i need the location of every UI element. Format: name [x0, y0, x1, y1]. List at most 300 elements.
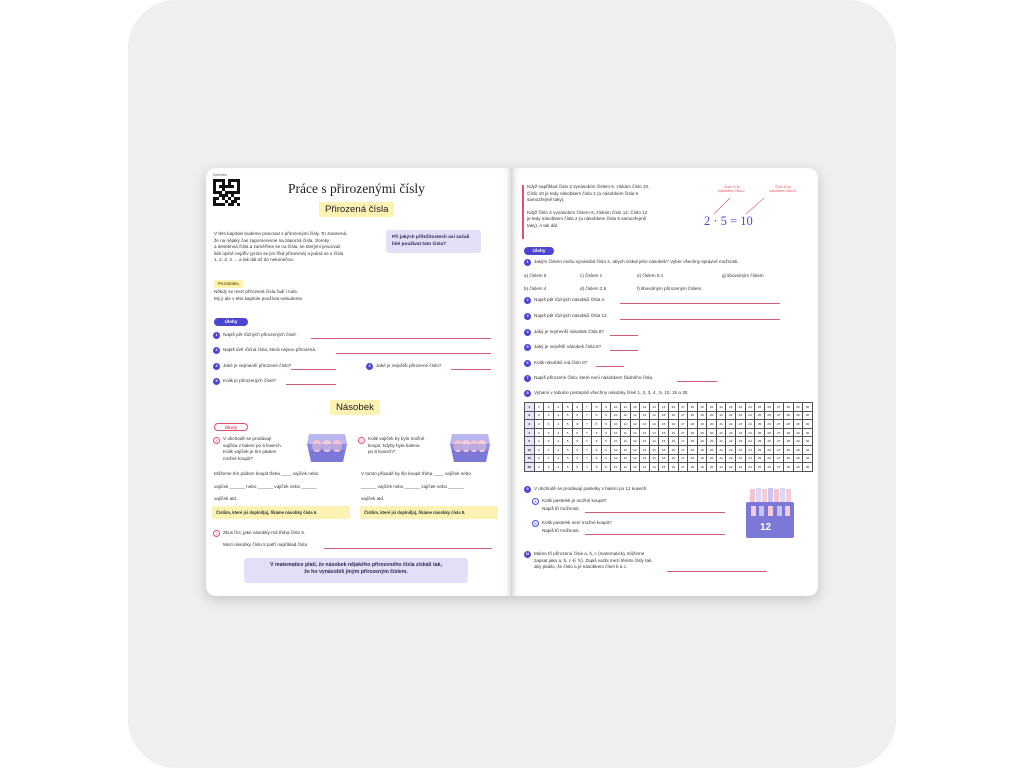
- table-cell[interactable]: 29: [793, 403, 803, 412]
- table-cell[interactable]: 7: [582, 463, 592, 472]
- table-cell[interactable]: 15: [659, 420, 669, 429]
- table-cell[interactable]: 17: [678, 463, 688, 472]
- table-cell[interactable]: 29: [793, 463, 803, 472]
- table-cell[interactable]: 13: [640, 420, 650, 429]
- table-cell[interactable]: 25: [755, 454, 765, 463]
- table-cell[interactable]: 9: [601, 403, 611, 412]
- table-cell[interactable]: 6: [572, 428, 582, 437]
- table-cell[interactable]: 23: [736, 420, 746, 429]
- table-cell[interactable]: 18: [688, 437, 698, 446]
- table-cell[interactable]: 7: [582, 454, 592, 463]
- annotation-right: Číslo 10 je násobkem čísla 5.: [769, 185, 797, 193]
- table-cell[interactable]: 23: [736, 411, 746, 420]
- table-cell[interactable]: 27: [774, 437, 784, 446]
- table-cell[interactable]: 2: [525, 411, 535, 420]
- table-cell[interactable]: 24: [745, 454, 755, 463]
- table-cell[interactable]: 5: [563, 428, 573, 437]
- table-cell[interactable]: 12: [630, 403, 640, 412]
- table-cell[interactable]: 2: [534, 445, 544, 454]
- table-cell[interactable]: 3: [544, 463, 554, 472]
- table-cell[interactable]: 4: [553, 454, 563, 463]
- table-cell[interactable]: 24: [745, 403, 755, 412]
- table-cell[interactable]: 21: [716, 454, 726, 463]
- table-cell[interactable]: 8: [592, 437, 602, 446]
- table-cell[interactable]: 8: [592, 403, 602, 412]
- table-cell[interactable]: 5: [563, 411, 573, 420]
- math-expression: 2 · 5 = 10: [704, 214, 753, 228]
- table-cell[interactable]: 7: [582, 445, 592, 454]
- table-cell[interactable]: 11: [620, 411, 630, 420]
- table-cell[interactable]: 28: [784, 437, 794, 446]
- table-row: [525, 445, 813, 454]
- table-cell[interactable]: 19: [697, 437, 707, 446]
- table-cell[interactable]: 23: [736, 437, 746, 446]
- table-cell[interactable]: 29: [793, 445, 803, 454]
- task-text: Napiš přirozené číslo, které není násobkem žádného čísla.: [534, 375, 654, 380]
- table-cell[interactable]: 24: [745, 463, 755, 472]
- table-cell[interactable]: 11: [620, 454, 630, 463]
- table-cell[interactable]: 22: [726, 420, 736, 429]
- table-cell[interactable]: 16: [668, 411, 678, 420]
- table-cell[interactable]: 20: [707, 463, 717, 472]
- table-cell[interactable]: 2: [534, 420, 544, 429]
- fill-note-b: Číslům, které jsi doplnil(a), říkáme násobky čísla 8.: [360, 506, 498, 519]
- table-cell[interactable]: 10: [611, 420, 621, 429]
- table-cell[interactable]: 14: [649, 428, 659, 437]
- table-cell[interactable]: 13: [640, 437, 650, 446]
- table-cell[interactable]: 19: [697, 420, 707, 429]
- table-cell[interactable]: 15: [659, 445, 669, 454]
- task-number: 5: [213, 378, 220, 385]
- table-cell[interactable]: 9: [601, 454, 611, 463]
- table-cell[interactable]: 4: [553, 437, 563, 446]
- table-cell[interactable]: 9: [601, 445, 611, 454]
- table-cell[interactable]: 21: [716, 463, 726, 472]
- table-cell[interactable]: 16: [668, 445, 678, 454]
- table-cell[interactable]: 21: [716, 411, 726, 420]
- table-cell[interactable]: 25: [755, 428, 765, 437]
- crayon-count: 12: [760, 522, 772, 533]
- table-cell[interactable]: 11: [620, 428, 630, 437]
- table-cell[interactable]: 4: [553, 445, 563, 454]
- table-cell[interactable]: 20: [707, 445, 717, 454]
- table-cell[interactable]: 3: [544, 428, 554, 437]
- table-cell[interactable]: 10: [611, 411, 621, 420]
- task-text: Jaké je nejmenší přirozené číslo?: [223, 363, 292, 368]
- table-cell[interactable]: 22: [726, 463, 736, 472]
- table-cell[interactable]: 25: [755, 420, 765, 429]
- table-cell[interactable]: 7: [582, 411, 592, 420]
- table-cell[interactable]: 21: [716, 428, 726, 437]
- table-cell[interactable]: 21: [716, 437, 726, 446]
- table-row: [525, 463, 813, 472]
- table-cell[interactable]: 27: [774, 454, 784, 463]
- table-cell[interactable]: 17: [678, 403, 688, 412]
- table-cell[interactable]: 2: [534, 428, 544, 437]
- multiples-table[interactable]: [524, 402, 813, 472]
- table-cell[interactable]: 14: [649, 445, 659, 454]
- task-text: Jakým číslem mohu vynásobit číslo 4, abych získal jeho násobek? Vyber všechny správné možnosti.: [534, 259, 739, 264]
- table-cell[interactable]: 2: [534, 403, 544, 412]
- answer-line[interactable]: [610, 335, 638, 336]
- table-cell[interactable]: 9: [601, 428, 611, 437]
- table-cell[interactable]: 15: [525, 454, 535, 463]
- table-cell[interactable]: 23: [736, 428, 746, 437]
- table-cell[interactable]: 8: [592, 411, 602, 420]
- table-cell[interactable]: 21: [716, 403, 726, 412]
- task-number: 2: [524, 297, 531, 304]
- answer-line[interactable]: [620, 303, 780, 304]
- table-cell[interactable]: 4: [553, 428, 563, 437]
- table-cell[interactable]: 27: [774, 403, 784, 412]
- table-cell[interactable]: 14: [649, 420, 659, 429]
- table-cell[interactable]: 6: [572, 437, 582, 446]
- task-number: 1: [213, 332, 220, 339]
- table-cell[interactable]: 13: [640, 445, 650, 454]
- table-cell[interactable]: 6: [572, 445, 582, 454]
- table-cell[interactable]: 26: [764, 437, 774, 446]
- table-cell[interactable]: 10: [525, 445, 535, 454]
- table-cell[interactable]: 22: [726, 454, 736, 463]
- table-cell[interactable]: 5: [563, 437, 573, 446]
- table-cell[interactable]: 28: [784, 403, 794, 412]
- table-cell[interactable]: 8: [592, 445, 602, 454]
- table-cell[interactable]: 7: [582, 428, 592, 437]
- table-cell[interactable]: 20: [707, 411, 717, 420]
- table-cell[interactable]: 17: [678, 428, 688, 437]
- table-cell[interactable]: 22: [726, 411, 736, 420]
- table-cell[interactable]: 26: [764, 411, 774, 420]
- egg-carton-image: [303, 430, 351, 469]
- workbook-spread: [206, 168, 818, 596]
- table-cell[interactable]: 18: [688, 454, 698, 463]
- table-cell[interactable]: 16: [668, 463, 678, 472]
- table-cell[interactable]: 19: [697, 454, 707, 463]
- table-cell[interactable]: 6: [572, 463, 582, 472]
- table-cell[interactable]: 3: [544, 411, 554, 420]
- table-cell[interactable]: 11: [620, 420, 630, 429]
- table-cell[interactable]: 18: [688, 403, 698, 412]
- table-cell[interactable]: 28: [784, 445, 794, 454]
- table-cell[interactable]: 10: [611, 437, 621, 446]
- table-cell[interactable]: 27: [774, 428, 784, 437]
- table-cell[interactable]: 2: [534, 454, 544, 463]
- table-cell[interactable]: 12: [630, 445, 640, 454]
- answer-line[interactable]: [585, 534, 725, 535]
- table-cell[interactable]: 26: [764, 428, 774, 437]
- table-cell[interactable]: 20: [707, 454, 717, 463]
- table-cell[interactable]: 18: [688, 411, 698, 420]
- table-cell[interactable]: 9: [601, 437, 611, 446]
- option[interactable]: a) číslem 5: [524, 273, 547, 278]
- table-cell[interactable]: 29: [793, 411, 803, 420]
- option[interactable]: g) libovolným číslem: [722, 273, 764, 278]
- table-cell[interactable]: 10: [611, 454, 621, 463]
- table-cell[interactable]: 15: [659, 463, 669, 472]
- table-cell[interactable]: 24: [745, 445, 755, 454]
- table-cell[interactable]: 15: [659, 437, 669, 446]
- table-cell[interactable]: 30: [803, 437, 813, 446]
- table-cell[interactable]: 14: [649, 411, 659, 420]
- table-cell[interactable]: 23: [736, 454, 746, 463]
- table-cell[interactable]: 17: [678, 411, 688, 420]
- table-cell[interactable]: 17: [678, 454, 688, 463]
- task10-text: Máme tři přirozená čísla a, b, c (matematicky můžeme zapsat jako a, b, c ∈ ℕ). Zapiš vazbi mezi těmito čísly tak, aby platilo, že číslo a je násobkem čísel b a c.: [534, 551, 653, 570]
- table-cell[interactable]: 1: [525, 403, 535, 412]
- table-cell[interactable]: 30: [803, 403, 813, 412]
- table-cell[interactable]: 29: [793, 420, 803, 429]
- table-cell[interactable]: 19: [697, 403, 707, 412]
- table-cell[interactable]: 7: [582, 403, 592, 412]
- table-cell[interactable]: 24: [745, 420, 755, 429]
- task-text: V obchodě se prodávají pastelky v balení po 12 kusech.: [534, 486, 648, 491]
- table-cell[interactable]: 10: [611, 428, 621, 437]
- table-cell[interactable]: 4: [553, 463, 563, 472]
- table-cell[interactable]: 19: [697, 445, 707, 454]
- table-cell[interactable]: 26: [764, 445, 774, 454]
- table-cell[interactable]: 22: [726, 437, 736, 446]
- table-cell[interactable]: 4: [553, 403, 563, 412]
- table-cell[interactable]: 17: [678, 437, 688, 446]
- table-cell[interactable]: 3: [544, 403, 554, 412]
- table-cell[interactable]: 23: [736, 445, 746, 454]
- table-cell[interactable]: 8: [592, 428, 602, 437]
- answer-line[interactable]: [610, 350, 638, 351]
- crayon-box-image: [744, 486, 796, 545]
- table-cell[interactable]: 12: [630, 454, 640, 463]
- table-cell[interactable]: 29: [793, 454, 803, 463]
- answer-line[interactable]: [585, 512, 725, 513]
- answer-line[interactable]: [324, 548, 492, 549]
- table-cell[interactable]: 26: [764, 403, 774, 412]
- table-cell[interactable]: 30: [803, 428, 813, 437]
- table-cell[interactable]: 3: [544, 445, 554, 454]
- task-number: 4: [524, 329, 531, 336]
- option[interactable]: f) libovolným přirozeným číslem: [637, 286, 702, 291]
- table-cell[interactable]: 7: [582, 420, 592, 429]
- table-cell[interactable]: 6: [572, 454, 582, 463]
- table-cell[interactable]: 21: [716, 445, 726, 454]
- table-cell[interactable]: 5: [563, 463, 573, 472]
- table-cell[interactable]: 29: [793, 437, 803, 446]
- table-cell[interactable]: 18: [688, 420, 698, 429]
- table-cell[interactable]: 30: [803, 463, 813, 472]
- task-number: 3: [524, 313, 531, 320]
- table-cell[interactable]: 15: [659, 411, 669, 420]
- table-cell[interactable]: 20: [707, 437, 717, 446]
- answer-line[interactable]: [291, 369, 336, 370]
- table-cell[interactable]: 15: [659, 403, 669, 412]
- table-cell[interactable]: 2: [534, 411, 544, 420]
- table-cell[interactable]: 28: [784, 454, 794, 463]
- fill-b: V tomto případě by šlo koupit třeba ____ vajíček nebo ______ vajíček nebo ______ vajíček nebo ______ vajíček atd.: [361, 471, 471, 502]
- table-cell[interactable]: 6: [572, 420, 582, 429]
- table-cell[interactable]: 22: [726, 403, 736, 412]
- subtask-label: A: [532, 498, 539, 505]
- table-cell[interactable]: 20: [707, 403, 717, 412]
- table-cell[interactable]: 26: [764, 420, 774, 429]
- task3-line-label: Mezi násobky čísla 5 patří například čísla: [223, 542, 308, 547]
- task-text: Jaký je největší násobek čísla 8?: [534, 344, 602, 349]
- table-cell[interactable]: 10: [611, 463, 621, 472]
- tasks-label: Úlohy: [524, 247, 554, 255]
- table-cell[interactable]: 26: [764, 463, 774, 472]
- table-cell[interactable]: 25: [755, 403, 765, 412]
- table-cell[interactable]: 3: [544, 420, 554, 429]
- table-cell[interactable]: 14: [649, 463, 659, 472]
- table-cell[interactable]: 11: [620, 445, 630, 454]
- accent-bar: [522, 185, 524, 239]
- table-cell[interactable]: 8: [592, 420, 602, 429]
- table-cell[interactable]: 13: [640, 428, 650, 437]
- table-cell[interactable]: 11: [620, 463, 630, 472]
- table-cell[interactable]: 27: [774, 411, 784, 420]
- option[interactable]: c) číslem 1: [580, 273, 603, 278]
- table-cell[interactable]: 6: [572, 403, 582, 412]
- table-cell[interactable]: 12: [630, 437, 640, 446]
- table-cell[interactable]: 24: [745, 437, 755, 446]
- table-cell[interactable]: 3: [525, 420, 535, 429]
- table-cell[interactable]: 22: [726, 445, 736, 454]
- table-cell[interactable]: 23: [736, 403, 746, 412]
- task-b-text: Kolik vajíček by bylo možné koupit, kdyby byla balena po 8 kusech?: [368, 436, 425, 455]
- table-row: [525, 437, 813, 446]
- table-cell[interactable]: 13: [640, 403, 650, 412]
- table-cell[interactable]: 16: [668, 437, 678, 446]
- answer-line[interactable]: [451, 369, 491, 370]
- table-cell[interactable]: 10: [611, 445, 621, 454]
- table-cell[interactable]: 16: [668, 403, 678, 412]
- table-cell[interactable]: 14: [649, 403, 659, 412]
- table-cell[interactable]: 30: [803, 454, 813, 463]
- task-number: 6: [524, 360, 531, 367]
- option[interactable]: b) číslem 4: [524, 286, 547, 291]
- table-cell[interactable]: 23: [736, 463, 746, 472]
- table-cell[interactable]: 16: [668, 428, 678, 437]
- table-cell[interactable]: 5: [563, 445, 573, 454]
- table-cell[interactable]: 28: [784, 420, 794, 429]
- table-cell[interactable]: 20: [707, 428, 717, 437]
- fill-note-a: Číslům, které jsi doplnil(a), říkáme násobky čísla 6.: [212, 506, 350, 519]
- table-cell[interactable]: 27: [774, 463, 784, 472]
- table-cell[interactable]: 29: [793, 428, 803, 437]
- table-cell[interactable]: 30: [803, 445, 813, 454]
- option[interactable]: d) číslem 2,5: [580, 286, 607, 291]
- table-cell[interactable]: 9: [601, 411, 611, 420]
- answer-line[interactable]: [596, 366, 624, 367]
- table-cell[interactable]: 14: [649, 437, 659, 446]
- table-cell[interactable]: 20: [707, 420, 717, 429]
- table-cell[interactable]: 30: [803, 411, 813, 420]
- table-cell[interactable]: 27: [774, 445, 784, 454]
- table-cell[interactable]: 12: [630, 420, 640, 429]
- table-cell[interactable]: 7: [582, 437, 592, 446]
- table-cell[interactable]: 16: [668, 420, 678, 429]
- table-cell[interactable]: 24: [745, 428, 755, 437]
- table-cell[interactable]: 28: [784, 428, 794, 437]
- table-cell[interactable]: 25: [755, 463, 765, 472]
- table-cell[interactable]: 9: [601, 463, 611, 472]
- table-cell[interactable]: 3: [544, 437, 554, 446]
- table-cell[interactable]: 16: [668, 454, 678, 463]
- table-cell[interactable]: 5: [563, 454, 573, 463]
- table-cell[interactable]: 15: [659, 454, 669, 463]
- answer-line[interactable]: [286, 384, 336, 385]
- table-cell[interactable]: 2: [534, 437, 544, 446]
- table-cell[interactable]: 13: [640, 411, 650, 420]
- table-cell[interactable]: 15: [659, 428, 669, 437]
- task-text: Vybarvi v tabulce postupně všechny násobky čísel 1, 2, 3, 4 , 5, 10, 15 a 30.: [534, 390, 689, 395]
- table-cell[interactable]: 9: [601, 420, 611, 429]
- table-cell[interactable]: 18: [688, 428, 698, 437]
- task-number: 3: [213, 363, 220, 370]
- table-cell[interactable]: 13: [640, 454, 650, 463]
- table-cell[interactable]: 27: [774, 420, 784, 429]
- table-cell[interactable]: 5: [563, 420, 573, 429]
- table-cell[interactable]: 4: [553, 420, 563, 429]
- table-cell[interactable]: 6: [572, 411, 582, 420]
- table-cell[interactable]: 12: [630, 428, 640, 437]
- table-cell[interactable]: 19: [697, 463, 707, 472]
- table-cell[interactable]: 5: [563, 403, 573, 412]
- table-cell[interactable]: 18: [688, 445, 698, 454]
- table-cell[interactable]: 30: [803, 420, 813, 429]
- table-cell[interactable]: 21: [716, 420, 726, 429]
- table-cell[interactable]: 26: [764, 454, 774, 463]
- task-number: 4: [366, 363, 373, 370]
- table-cell[interactable]: 30: [525, 463, 535, 472]
- table-cell[interactable]: 2: [534, 463, 544, 472]
- table-cell[interactable]: 8: [592, 454, 602, 463]
- table-cell[interactable]: 28: [784, 463, 794, 472]
- table-cell[interactable]: 17: [678, 445, 688, 454]
- answer-line[interactable]: [667, 571, 767, 572]
- table-cell[interactable]: 12: [630, 463, 640, 472]
- table-cell[interactable]: 11: [620, 403, 630, 412]
- table-cell[interactable]: 12: [630, 411, 640, 420]
- table-cell[interactable]: 19: [697, 428, 707, 437]
- task-number: 2: [213, 347, 220, 354]
- table-cell[interactable]: 25: [755, 411, 765, 420]
- table-cell[interactable]: 8: [592, 463, 602, 472]
- table-cell[interactable]: 3: [544, 454, 554, 463]
- answer-line[interactable]: [620, 319, 780, 320]
- table-row: [525, 403, 813, 412]
- table-cell[interactable]: 4: [525, 428, 535, 437]
- table-cell[interactable]: 10: [611, 403, 621, 412]
- answer-line[interactable]: [336, 353, 491, 354]
- table-cell[interactable]: 4: [553, 411, 563, 420]
- table-cell[interactable]: 11: [620, 437, 630, 446]
- table-cell[interactable]: 13: [640, 463, 650, 472]
- table-cell[interactable]: 24: [745, 411, 755, 420]
- table-cell[interactable]: 18: [688, 463, 698, 472]
- annotation-left: Číslo 10 je násobkem čísla 2.: [718, 185, 746, 193]
- answer-line[interactable]: [311, 338, 491, 339]
- option[interactable]: e) číslem 0,1: [637, 273, 664, 278]
- table-cell[interactable]: 5: [525, 437, 535, 446]
- table-cell[interactable]: 17: [678, 420, 688, 429]
- right-page: [512, 168, 818, 596]
- table-cell[interactable]: 28: [784, 411, 794, 420]
- qr-code[interactable]: [213, 179, 240, 206]
- table-cell[interactable]: 22: [726, 428, 736, 437]
- table-cell[interactable]: 14: [649, 454, 659, 463]
- table-cell[interactable]: 25: [755, 437, 765, 446]
- answer-line[interactable]: [677, 381, 717, 382]
- table-cell[interactable]: 25: [755, 445, 765, 454]
- table-cell[interactable]: 19: [697, 411, 707, 420]
